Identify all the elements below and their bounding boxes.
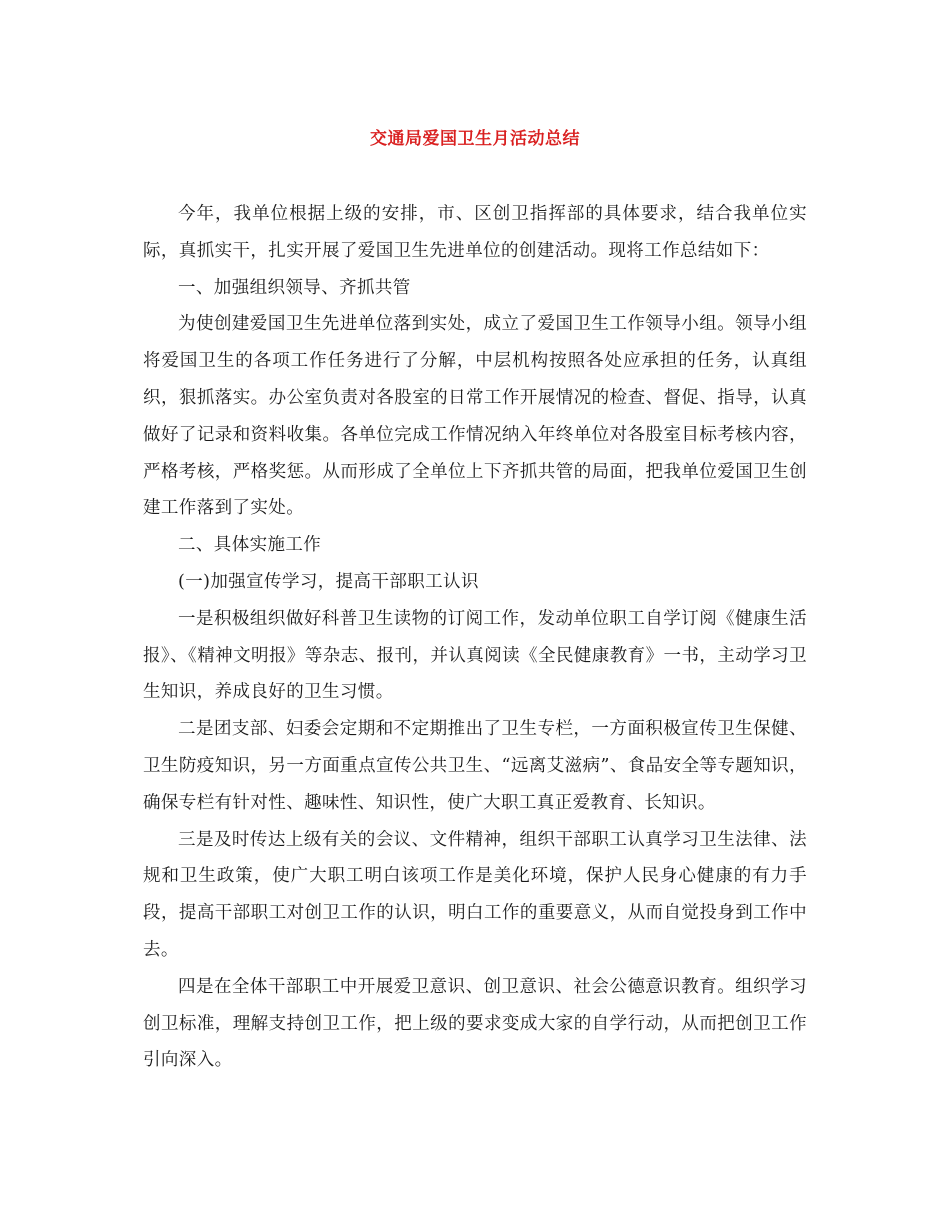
paragraph-intro: 今年，我单位根据上级的安排，市、区创卫指挥部的具体要求，结合我单位实际，真抓实干，扎实开展了爱国卫生先进单位的创建活动。现将工作总结如下：	[143, 204, 807, 261]
document-body	[143, 196, 807, 1079]
paragraph-organization: 为使创建爱国卫生先进单位落到实处，成立了爱国卫生工作领导小组。领导小组将爱国卫生的各项工作任务进行了分解，中层机构按照各处应承担的任务，认真组织，狠抓落实。办公室负责对各股室的日常工作开展情况的检查、督促、指导，认真做好了记录和资料收集。各单位完成工作情况纳入年终单位对各股室目标考核内容，严格考核，严格奖惩。从而形成了全单位上下齐抓共管的局面，把我单位爱国卫生创建工作落到了实处。	[143, 314, 807, 519]
document-title: 交通局爱国卫生月活动总结	[370, 129, 580, 149]
paragraph-item-4: 四是在全体干部职工中开展爱卫意识、创卫意识、社会公德意识教育。组织学习创卫标准，理解支持创卫工作，把上级的要求变成大家的自学行动，从而把创卫工作引向深入。	[143, 976, 807, 1071]
paragraph-item-3: 三是及时传达上级有关的会议、文件精神，组织干部职工认真学习卫生法律、法规和卫生政策，使广大职工明白该项工作是美化环境，保护人民身心健康的有力手段，提高干部职工对创卫工作的认识，明白工作的重要意义，从而自觉投身到工作中去。	[143, 829, 807, 960]
paragraph-item-1: 一是积极组织做好科普卫生读物的订阅工作，发动单位职工自学订阅《健康生活报》、《精神文明报》等杂志、报刊，并认真阅读《全民健康教育》一书，主动学习卫生知识，养成良好的卫生习惯。	[143, 608, 807, 703]
subsection-heading-1: (一)加强宣传学习，提高干部职工认识	[178, 571, 479, 592]
section-heading-1: 一、加强组织领导、齐抓共管	[178, 277, 411, 298]
paragraph-item-2: 二是团支部、妇委会定期和不定期推出了卫生专栏，一方面积极宣传卫生保健、卫生防疫知识，另一方面重点宣传公共卫生、“远离艾滋病”、食品安全等专题知识，确保专栏有针对性、趣味性、知识性，使广大职工真正爱教育、长知识。	[143, 719, 807, 813]
section-heading-2: 二、具体实施工作	[178, 535, 322, 556]
